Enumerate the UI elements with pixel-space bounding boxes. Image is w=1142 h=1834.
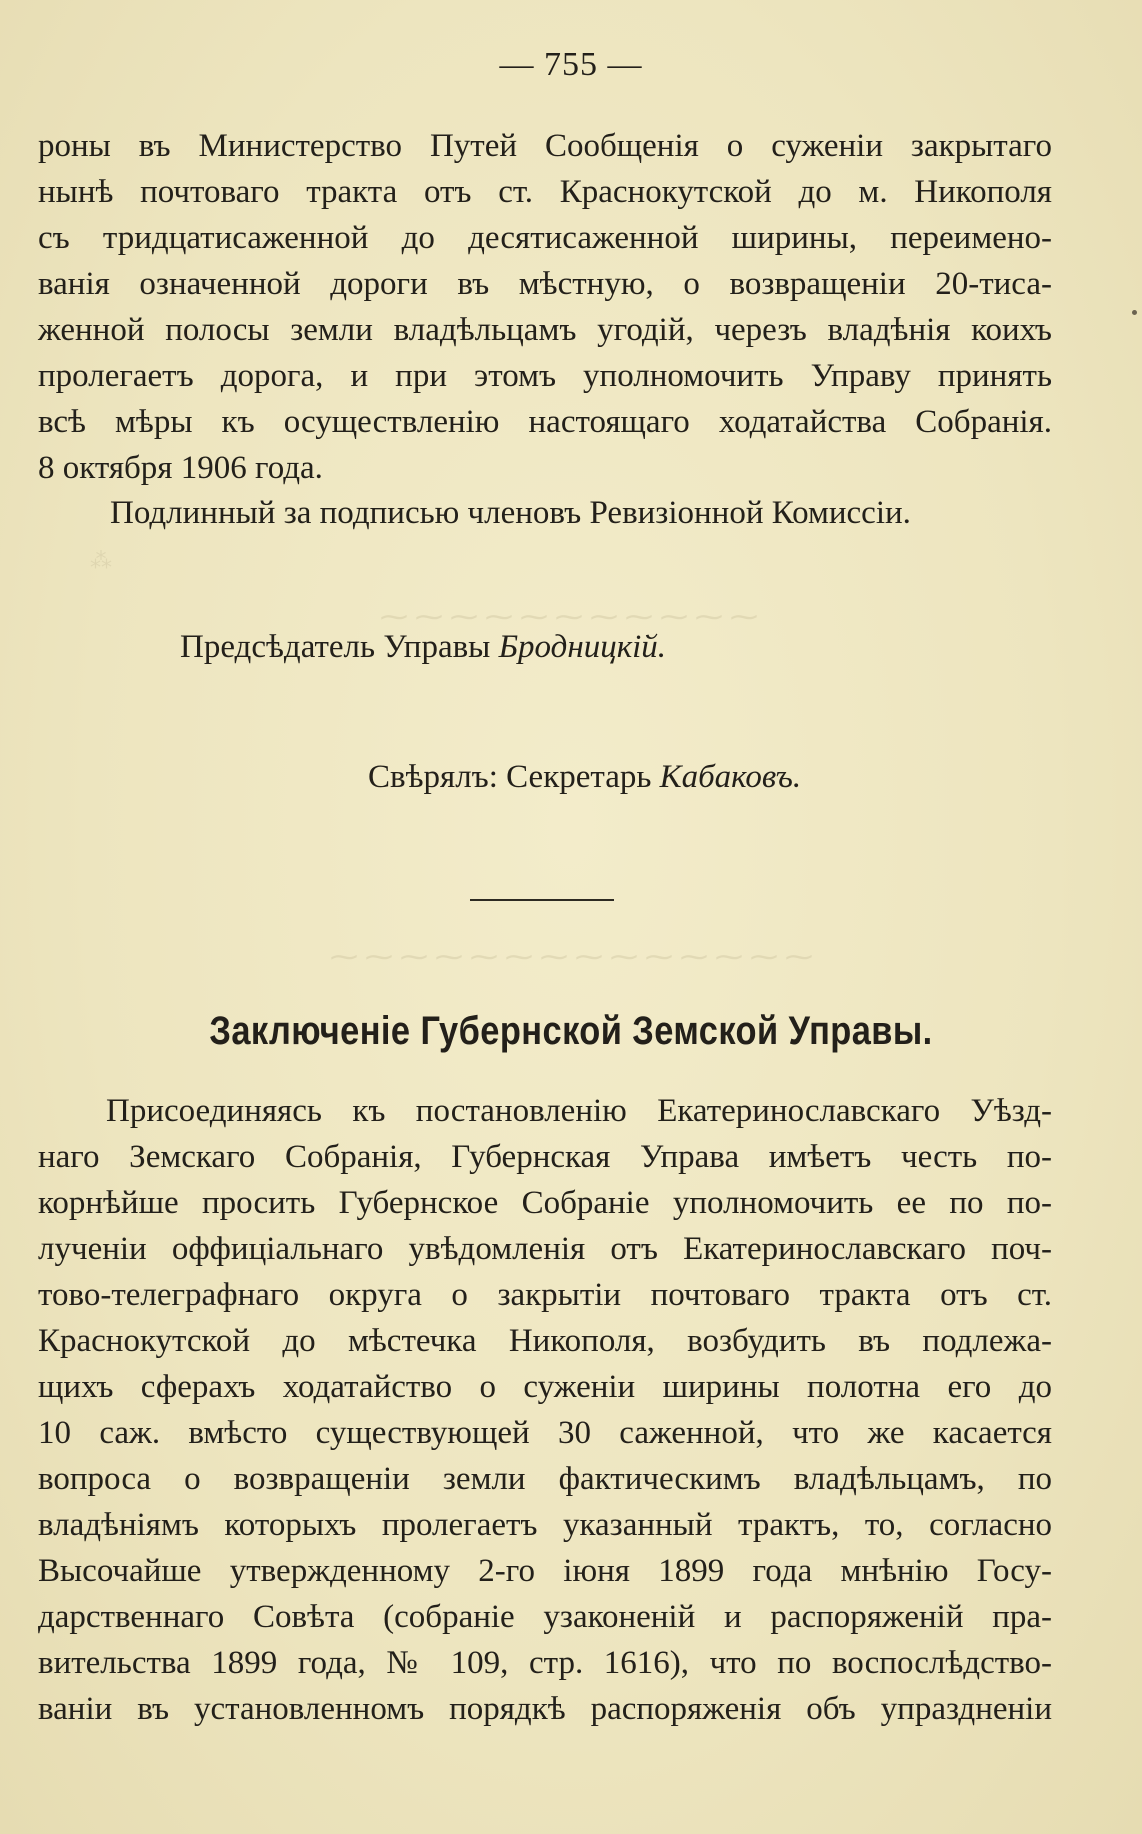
chairman-signature — [180, 627, 666, 667]
text-line: вительства 1899 года, № 109, стр. 1616), что по воспослѣдство- — [38, 1645, 1052, 1681]
verified-title: Свѣрялъ: Секретарь — [368, 759, 652, 795]
original-note: Подлинный за подписью членовъ Ревизіонной Комиссіи. — [110, 495, 911, 531]
verified-signature — [368, 757, 801, 797]
text-line: вопроса о возвращеніи земли фактическимъ владѣльцамъ, по — [38, 1461, 1052, 1497]
text-line: ванія означенной дороги въ мѣстную, о возвращеніи 20-тиса- — [38, 266, 1052, 302]
text-line: 10 саж. вмѣсто существующей 30 саженной, что же касается — [38, 1415, 1052, 1451]
verified-name: Кабаковъ. — [659, 759, 802, 795]
text-line: тово-телеграфнаго округа о закрытіи почтоваго тракта отъ ст. — [38, 1277, 1052, 1313]
text-line: нынѣ почтоваго тракта отъ ст. Краснокутской до м. Никополя — [38, 174, 1052, 210]
text-line: Краснокутской до мѣстечка Никополя, возбудить въ подлежа- — [38, 1323, 1052, 1359]
section-divider — [470, 899, 614, 901]
text-line: лученіи оффиціальнаго увѣдомленія отъ Екатеринославскаго поч- — [38, 1231, 1052, 1267]
text-line: всѣ мѣры къ осуществленію настоящаго ходатайства Собранія. — [38, 404, 1052, 440]
chairman-name: Бродницкій. — [498, 629, 667, 665]
section-heading: Заключеніе Губернской Земской Управы. — [209, 1009, 933, 1053]
text-line: ваніи въ установленномъ порядкѣ распоряженія объ упраздненіи — [38, 1691, 1052, 1727]
text-line: 8 октября 1906 года. — [38, 450, 323, 486]
text-line: съ тридцатисаженной до десятисаженной ширины, переимено- — [38, 220, 1052, 256]
text-line: роны въ Министерство Путей Сообщенія о суженіи закрытаго — [38, 128, 1052, 164]
text-line: Высочайше утвержденному 2-го іюня 1899 года мнѣнію Госу- — [38, 1553, 1052, 1589]
show-through-decoration: ⁓ ⁓ ⁓ ⁓ ⁓ ⁓ ⁓ ⁓ ⁓ ⁓ ⁓ — [380, 602, 758, 633]
margin-speck-decoration — [1132, 310, 1137, 315]
chairman-title: Предсѣдатель Управы — [180, 629, 491, 665]
text-line: женной полосы земли владѣльцамъ угодій, черезъ владѣнія коихъ — [38, 312, 1052, 348]
text-line: щихъ сферахъ ходатайство о суженіи ширины полотна его до — [38, 1369, 1052, 1405]
text-line: корнѣйше просить Губернское Собраніе уполномочить ее по по- — [38, 1185, 1052, 1221]
text-line: владѣніямъ которыхъ пролегаетъ указанный трактъ, то, согласно — [38, 1507, 1052, 1543]
text-line: Присоединяясь къ постановленію Екатеринославскаго Уѣзд- — [106, 1093, 1052, 1129]
show-through-decoration: ⁂ — [90, 548, 112, 573]
page-number: — 755 — — [499, 46, 643, 83]
text-line: наго Земскаго Собранія, Губернская Управа имѣетъ честь по- — [38, 1139, 1052, 1175]
text-line: пролегаетъ дорога, и при этомъ уполномочить Управу принять — [38, 358, 1052, 394]
text-line: дарственнаго Совѣта (собраніе узаконеній и распоряженій пра- — [38, 1599, 1052, 1635]
show-through-decoration: ⁓ ⁓ ⁓ ⁓ ⁓ ⁓ ⁓ ⁓ ⁓ ⁓ ⁓ ⁓ ⁓ ⁓ — [330, 942, 813, 973]
